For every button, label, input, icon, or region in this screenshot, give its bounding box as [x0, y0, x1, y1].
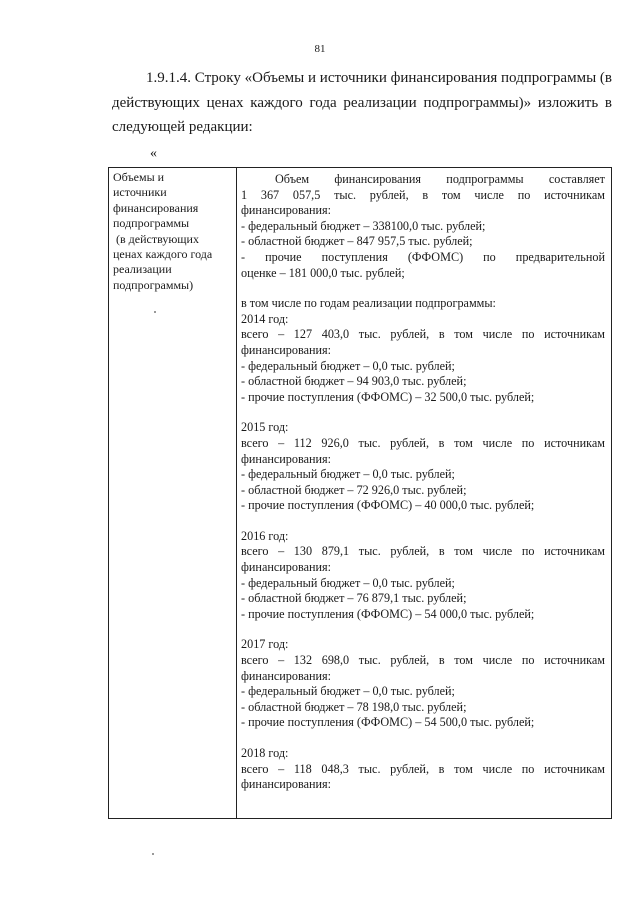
- year-total: всего – 132 698,0 тыс. рублей, в том числе по источникам: [241, 653, 605, 668]
- year-federal: - федеральный бюджет – 0,0 тыс. рублей;: [241, 575, 455, 590]
- row-value-cell: [241, 172, 605, 793]
- row-label-line: подпрограммы): [113, 277, 194, 292]
- by-years-heading: в том числе по годам реализации подпрограммы:: [241, 296, 496, 311]
- year-block-2018: [241, 746, 605, 793]
- year-other: - прочие поступления (ФФОМС) – 40 000,0 тыс. рублей;: [241, 498, 535, 513]
- year-heading: 2018 год:: [241, 746, 289, 760]
- year-regional: - областной бюджет – 72 926,0 тыс. рублей;: [241, 482, 467, 497]
- row-label-line: подпрограммы: [113, 216, 190, 231]
- opening-quote: «: [150, 146, 157, 161]
- total-federal: - федеральный бюджет – 338100,0 тыс. рублей;: [241, 218, 486, 233]
- year-heading: 2014 год:: [241, 311, 289, 326]
- year-total: финансирования:: [241, 560, 332, 575]
- row-label-line: реализации: [113, 262, 172, 277]
- year-block-2016: [241, 529, 605, 623]
- table-column-divider: [236, 167, 237, 819]
- row-label-line: (в действующих: [113, 231, 199, 246]
- year-total: всего – 112 926,0 тыс. рублей, в том числе по источникам: [241, 435, 605, 450]
- year-heading: 2016 год:: [241, 528, 289, 543]
- year-heading: 2017 год:: [241, 637, 289, 652]
- year-total: всего – 118 048,3 тыс. рублей, в том числе по источникам: [241, 761, 605, 776]
- scan-speck: [154, 311, 156, 313]
- intro-paragraph: 1.9.1.4. Строку «Объемы и источники финансирования подпрограммы (в действующих ценах каждого года реализации подпрограммы)» изложить в следующей редакции:: [112, 70, 612, 135]
- row-label-line: источники: [113, 185, 167, 200]
- row-label-line: финансирования: [113, 200, 199, 215]
- year-total: финансирования:: [241, 342, 332, 357]
- year-total: финансирования:: [241, 451, 332, 466]
- row-label-cell: [113, 170, 233, 293]
- year-total: всего – 127 403,0 тыс. рублей, в том числе по источникам: [241, 327, 605, 342]
- year-regional: - областной бюджет – 94 903,0 тыс. рублей;: [241, 374, 467, 389]
- year-other: - прочие поступления (ФФОМС) – 54 000,0 тыс. рублей;: [241, 606, 535, 621]
- total-other: оценке – 181 000,0 тыс. рублей;: [241, 265, 405, 280]
- total-regional: - областной бюджет – 847 957,5 тыс. рублей;: [241, 234, 473, 249]
- row-label-line: ценах каждого года: [113, 247, 213, 262]
- year-federal: - федеральный бюджет – 0,0 тыс. рублей;: [241, 467, 455, 482]
- total-other: - прочие поступления (ФФОМС) по предварительной: [241, 249, 605, 264]
- year-total: финансирования:: [241, 777, 332, 792]
- year-federal: - федеральный бюджет – 0,0 тыс. рублей;: [241, 358, 455, 373]
- year-regional: - областной бюджет – 78 198,0 тыс. рублей;: [241, 699, 467, 714]
- year-block-2015: [241, 420, 605, 514]
- year-total: финансирования:: [241, 668, 332, 683]
- page-number: 81: [314, 43, 326, 55]
- year-block-2014: [241, 312, 605, 406]
- year-total: всего – 130 879,1 тыс. рублей, в том числе по источникам: [241, 544, 605, 559]
- total-line: финансирования:: [241, 203, 332, 218]
- total-line: Объем финансирования подпрограммы составляет: [275, 172, 605, 186]
- year-regional: - областной бюджет – 76 879,1 тыс. рублей;: [241, 591, 467, 606]
- year-heading: 2015 год:: [241, 420, 289, 435]
- total-line: 1 367 057,5 тыс. рублей, в том числе по источникам: [241, 187, 605, 202]
- year-federal: - федеральный бюджет – 0,0 тыс. рублей;: [241, 684, 455, 699]
- year-block-2017: [241, 637, 605, 731]
- year-other: - прочие поступления (ФФОМС) – 54 500,0 тыс. рублей;: [241, 715, 535, 730]
- year-other: - прочие поступления (ФФОМС) – 32 500,0 тыс. рублей;: [241, 389, 535, 404]
- row-label-line: Объемы и: [113, 170, 165, 184]
- scan-speck: [152, 853, 154, 855]
